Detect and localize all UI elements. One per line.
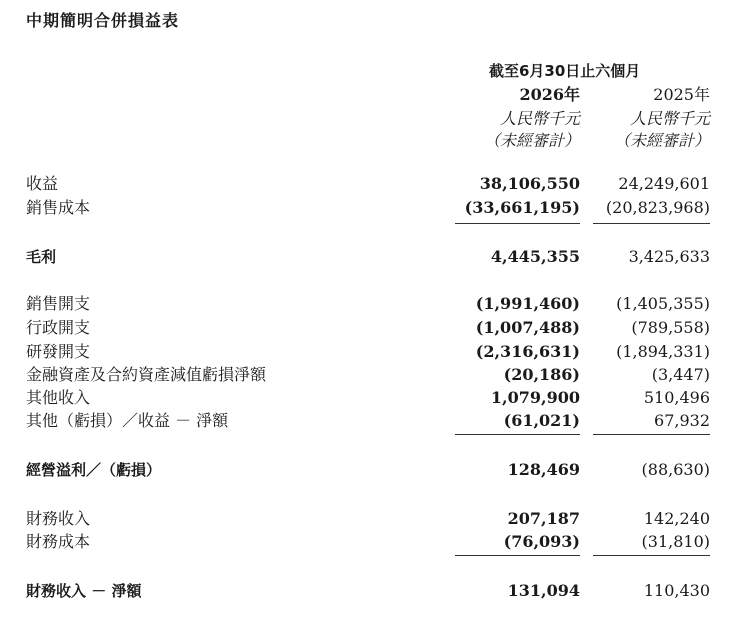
current-value: 38,106,550 bbox=[479, 174, 580, 193]
table-row bbox=[0, 364, 733, 386]
table-row bbox=[0, 387, 733, 409]
prior-value: 510,496 bbox=[643, 388, 710, 407]
prior-value: (1,405,355) bbox=[616, 294, 710, 313]
table-row bbox=[0, 459, 733, 481]
row-label: 金融資產及合約資產減值虧損淨額 bbox=[26, 365, 267, 384]
prior-value: 142,240 bbox=[643, 509, 710, 528]
year-prior: 2025年 bbox=[653, 85, 710, 104]
prior-value: (20,823,968) bbox=[605, 198, 710, 217]
prior-value: (789,558) bbox=[631, 318, 710, 337]
current-value: 207,187 bbox=[507, 509, 580, 528]
row-label: 收益 bbox=[26, 174, 59, 193]
row-label: 財務收入 － 淨額 bbox=[26, 582, 142, 600]
row-label: 財務成本 bbox=[26, 532, 91, 551]
table-row bbox=[0, 173, 733, 195]
table-row bbox=[0, 580, 733, 602]
row-label: 毛利 bbox=[26, 248, 57, 266]
current-value: (2,316,631) bbox=[475, 342, 580, 361]
statement-title: 中期簡明合併損益表 bbox=[26, 11, 180, 30]
prior-value: (3,447) bbox=[651, 365, 710, 384]
current-value: (1,991,460) bbox=[475, 294, 580, 313]
current-value: (76,093) bbox=[503, 532, 580, 551]
row-label: 經營溢利／（虧損） bbox=[26, 461, 162, 479]
period-header: 截至6月30日止六個月 bbox=[489, 62, 641, 80]
table-row bbox=[0, 508, 733, 530]
table-row bbox=[0, 197, 733, 219]
subtotal-rule bbox=[455, 434, 580, 435]
current-value: (1,007,488) bbox=[475, 318, 580, 337]
current-value: (33,661,195) bbox=[464, 198, 580, 217]
row-label: 研發開支 bbox=[26, 342, 91, 361]
row-label: 財務收入 bbox=[26, 509, 91, 528]
prior-value: (31,810) bbox=[641, 532, 710, 551]
row-label: 行政開支 bbox=[26, 318, 91, 337]
audit-current: （未經審計） bbox=[483, 131, 580, 150]
audit-prior: （未經審計） bbox=[613, 131, 710, 150]
current-value: (61,021) bbox=[503, 411, 580, 430]
unit-current: 人民幣千元 bbox=[499, 109, 580, 128]
prior-value: 24,249,601 bbox=[618, 174, 710, 193]
current-value: 1,079,900 bbox=[490, 388, 580, 407]
subtotal-rule bbox=[593, 223, 710, 224]
subtotal-rule bbox=[593, 555, 710, 556]
prior-value: 3,425,633 bbox=[628, 247, 710, 266]
row-label: 其他收入 bbox=[26, 388, 91, 407]
current-value: 4,445,355 bbox=[490, 247, 580, 266]
prior-value: (1,894,331) bbox=[616, 342, 710, 361]
unit-prior: 人民幣千元 bbox=[629, 109, 710, 128]
table-row bbox=[0, 410, 733, 432]
prior-value: (88,630) bbox=[641, 460, 710, 479]
row-label: 銷售成本 bbox=[26, 198, 91, 217]
year-current: 2026年 bbox=[519, 85, 580, 104]
row-label: 銷售開支 bbox=[26, 294, 91, 313]
table-row bbox=[0, 317, 733, 339]
current-value: 131,094 bbox=[507, 581, 580, 600]
subtotal-rule bbox=[455, 555, 580, 556]
current-value: 128,469 bbox=[507, 460, 580, 479]
table-row bbox=[0, 531, 733, 553]
prior-value: 110,430 bbox=[643, 581, 710, 600]
subtotal-rule bbox=[593, 434, 710, 435]
current-value: (20,186) bbox=[503, 365, 580, 384]
prior-value: 67,932 bbox=[654, 411, 710, 430]
table-row bbox=[0, 293, 733, 315]
table-row bbox=[0, 246, 733, 268]
table-row bbox=[0, 341, 733, 363]
row-label: 其他（虧損）／收益 － 淨額 bbox=[26, 411, 229, 430]
subtotal-rule bbox=[455, 223, 580, 224]
